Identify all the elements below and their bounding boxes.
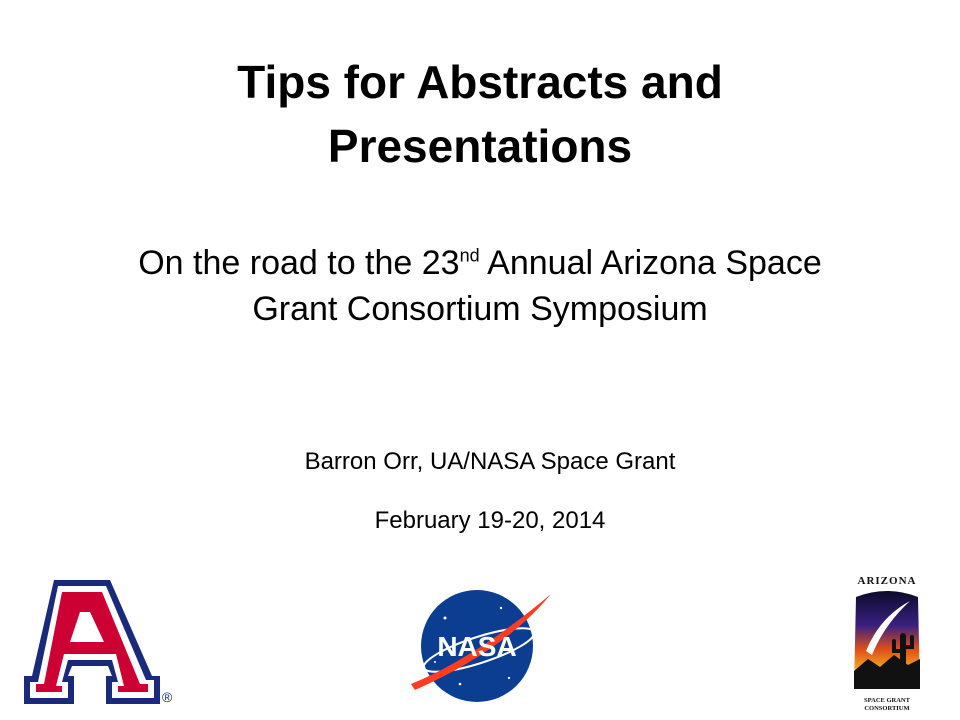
az-logo-bottom-text (848, 697, 926, 713)
az-logo-bottom-line1: SPACE GRANT (864, 697, 910, 704)
date-line: February 19-20, 2014 (374, 507, 606, 534)
slide-title: Tips for Abstracts and Presentations (237, 56, 723, 172)
nasa-wordmark: NASA (437, 631, 517, 662)
subtitle-ordinal-suffix: nd (459, 245, 480, 266)
az-logo-bottom-line2: CONSORTIUM (864, 705, 910, 712)
slide-subtitle (120, 240, 840, 332)
nasa-logo (405, 588, 555, 706)
subtitle-text-start: On the road to the 23 (138, 244, 460, 282)
az-logo-top-text: ARIZONA (857, 575, 917, 587)
az-sunset-emblem (850, 589, 924, 695)
university-of-arizona-logo (22, 578, 172, 708)
subtitle-text-end: Annual Arizona Space Grant Consortium Symposium (252, 244, 822, 328)
registered-mark: ® (162, 689, 172, 705)
arizona-space-grant-logo (848, 575, 926, 715)
author-line: Barron Orr, UA/NASA Space Grant (304, 448, 676, 475)
